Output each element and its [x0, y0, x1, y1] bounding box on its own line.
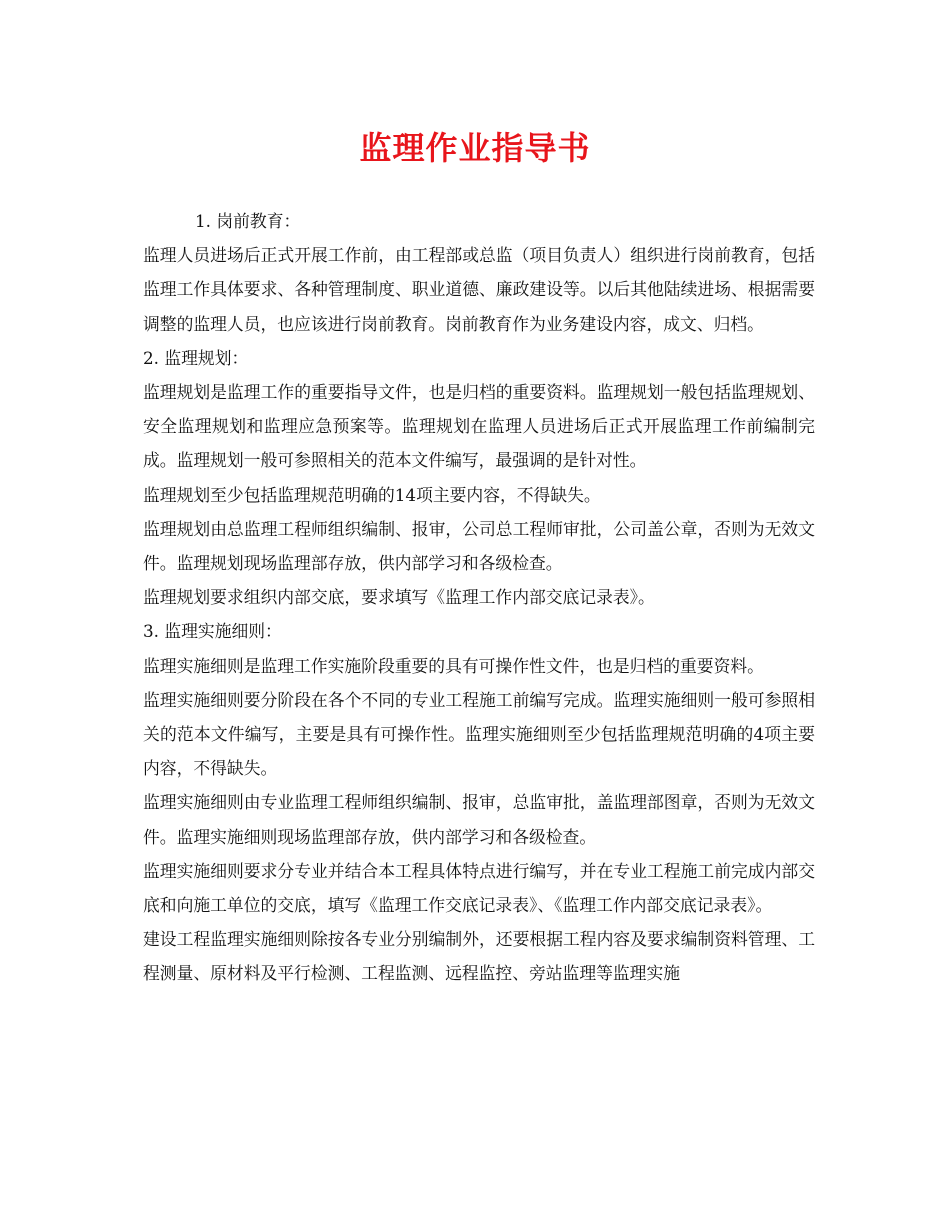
- section-heading-pre-job-education: 1. 岗前教育：: [195, 211, 301, 231]
- paragraph: 监理规划是监理工作的重要指导文件，也是归档的重要资料。监理规划一般包括监理规划、安全监理规划和监理应急预案等。监理规划在监理人员进场后正式开展监理工作前编制完成。监理规划一般可参照相关的范本文件编写，最强调的是针对性。: [143, 382, 815, 471]
- paragraph: 监理规划至少包括监理规范明确的14项主要内容，不得缺失。: [143, 484, 601, 505]
- paragraph: 监理人员进场后正式开展工作前，由工程部或总监（项目负责人）组织进行岗前教育，包括监理工作具体要求、各种管理制度、职业道德、廉政建设等。以后其他陆续进场、根据需要调整的监理人员，也应该进行岗前教育。岗前教育作为业务建设内容，成文、归档。: [143, 245, 815, 334]
- paragraph: 监理实施细则要求分专业并结合本工程具体特点进行编写，并在专业工程施工前完成内部交底和向施工单位的交底，填写《监理工作交底记录表》、《监理工作内部交底记录表》。: [143, 860, 815, 916]
- paragraph: 监理规划由总监理工程师组织编制、报审，公司总工程师审批，公司盖公章，否则为无效文件。监理规划现场监理部存放，供内部学习和各级检查。: [143, 518, 815, 574]
- section-heading-implementation-rules: 3. 监理实施细则：: [143, 621, 282, 642]
- paragraph: 建设工程监理实施细则除按各专业分别编制外，还要根据工程内容及要求编制资料管理、工程测量、原材料及平行检测、工程监测、远程监控、旁站监理等监理实施: [143, 929, 815, 984]
- paragraph: 监理实施细则是监理工作实施阶段重要的具有可操作性文件，也是归档的重要资料。: [143, 655, 764, 676]
- paragraph: 监理规划要求组织内部交底，要求填写《监理工作内部交底记录表》。: [143, 587, 655, 608]
- document-body: [143, 204, 815, 991]
- section-heading-supervision-plan: 2. 监理规划：: [143, 347, 249, 368]
- paragraph: 监理实施细则由专业监理工程师组织编制、报审，总监审批，盖监理部图章，否则为无效文件。监理实施细则现场监理部存放，供内部学习和各级检查。: [143, 792, 815, 847]
- page-title: 监理作业指导书: [359, 129, 591, 167]
- paragraph: 监理实施细则要分阶段在各个不同的专业工程施工前编写完成。监理实施细则一般可参照相关的范本文件编写，主要是具有可操作性。监理实施细则至少包括监理规范明确的4项主要内容，不得缺失。: [143, 689, 815, 779]
